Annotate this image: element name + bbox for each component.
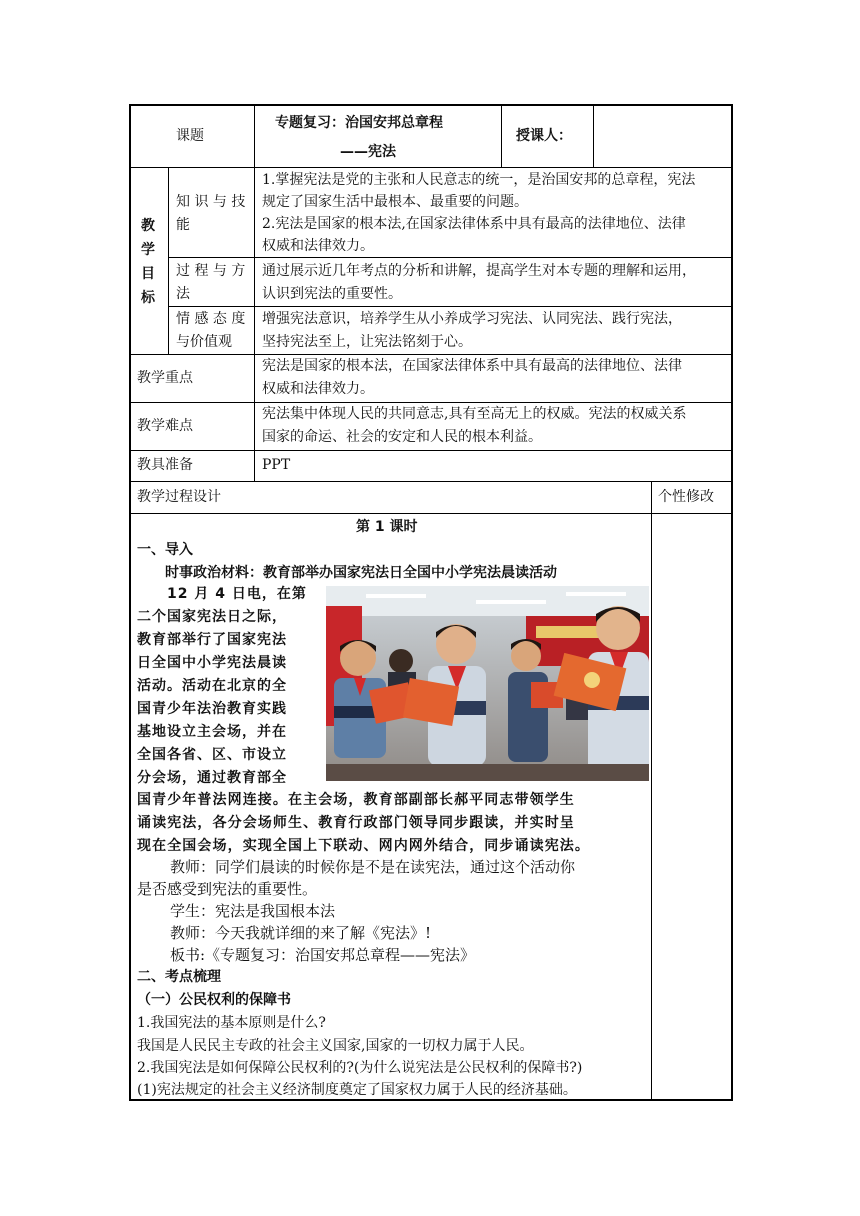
- dialog-line: 教师：同学们晨读的时候你是不是在读宪法，通过这个活动你: [170, 858, 576, 876]
- dialog-line: 教师：今天我就详细的来了解《宪法》!: [170, 924, 432, 942]
- topic-title-line1: 专题复习：治国安邦总章程: [275, 115, 443, 131]
- objective-emotion-label: 情 感 态 度: [176, 311, 246, 327]
- students-reading-photo: [326, 586, 649, 781]
- question-2: 2.我国宪法是如何保障公民权利的?(为什么说宪法是公民权利的保障书?): [137, 1060, 583, 1076]
- objective-emotion-label: 与价值观: [176, 334, 232, 350]
- section-intro-heading: 一、导入: [137, 542, 193, 558]
- tools-value: PPT: [262, 457, 291, 473]
- objective-process-text: 认识到宪法的重要性。: [262, 286, 402, 302]
- modify-label: 个性修改: [658, 489, 714, 505]
- lesson-title: 第 1 课时: [356, 519, 418, 535]
- material-title: 时事政治材料：教育部举办国家宪法日全国中小学宪法晨读活动: [165, 565, 557, 581]
- news-line: 全国各省、区、市设立: [137, 747, 287, 763]
- tools-label: 教具准备: [137, 457, 193, 473]
- process-label: 教学过程设计: [137, 489, 221, 505]
- objective-label-char: 标: [141, 290, 155, 306]
- news-line: 活动。活动在北京的全: [137, 678, 287, 694]
- text-line: 2.宪法是国家的根本法,在国家法律体系中具有最高的法律地位、法律: [262, 216, 686, 232]
- answer-1: 我国是人民民主专政的社会主义国家,国家的一切权力属于人民。: [137, 1038, 534, 1054]
- difficulty-text: 宪法集中体现人民的共同意志,具有至高无上的权威。宪法的权威关系: [262, 406, 687, 422]
- key-point-text: 宪法是国家的根本法，在国家法律体系中具有最高的法律地位、法律: [262, 358, 682, 374]
- teacher-label: 授课人：: [516, 128, 572, 144]
- text-line: 规定了国家生活中最根本、最重要的问题。: [262, 194, 528, 210]
- dialog-line: 是否感受到宪法的重要性。: [137, 880, 318, 898]
- dialog-line: 学生：宪法是我国根本法: [170, 902, 336, 920]
- news-line: 二个国家宪法日之际，: [137, 609, 287, 625]
- news-line: 国青少年普法网连接。在主会场，教育部副部长郝平同志带领学生: [137, 792, 575, 808]
- news-line: 分会场，通过教育部全: [137, 770, 287, 786]
- key-point-text: 权威和法律效力。: [262, 381, 374, 397]
- objective-label-char: 目: [141, 266, 155, 282]
- topic-title-line2: ——宪法: [340, 144, 396, 160]
- question-1: 1.我国宪法的基本原则是什么?: [137, 1015, 326, 1031]
- text-line: 权威和法律效力。: [262, 238, 374, 254]
- section-review-heading: 二、考点梳理: [137, 969, 221, 985]
- objective-knowledge-label: 知 识 与 技: [176, 194, 246, 210]
- news-line: 教育部举行了国家宪法: [137, 632, 287, 648]
- news-line: 日全国中小学宪法晨读: [137, 655, 287, 671]
- text-line: 1.掌握宪法是党的主张和人民意志的统一，是治国安邦的总章程，宪法: [262, 172, 696, 188]
- topic-label: 课题: [176, 128, 204, 144]
- objective-label-char: 教: [141, 218, 155, 234]
- dialog-line: 板书:《专题复习：治国安邦总章程——宪法》: [170, 946, 476, 964]
- objective-process-label: 法: [176, 286, 190, 302]
- answer-2: (1)宪法规定的社会主义经济制度奠定了国家权力属于人民的经济基础。: [137, 1082, 577, 1098]
- objective-knowledge-label: 能: [176, 217, 190, 233]
- news-line: 现在全国会场，实现全国上下联动、网内网外结合，同步诵读宪法。: [137, 838, 590, 854]
- objective-emotion-text: 坚持宪法至上，让宪法铭刻于心。: [262, 334, 472, 350]
- objective-process-text: 通过展示近几年考点的分析和讲解，提高学生对本专题的理解和运用，: [262, 263, 696, 279]
- difficulty-text: 国家的命运、社会的安定和人民的根本利益。: [262, 429, 542, 445]
- difficulty-label: 教学难点: [137, 418, 193, 434]
- news-line: 国青少年法治教育实践: [137, 701, 287, 717]
- objective-label-char: 学: [141, 242, 155, 258]
- objective-emotion-text: 增强宪法意识，培养学生从小养成学习宪法、认同宪法、践行宪法，: [262, 311, 682, 327]
- news-line: 基地设立主会场，并在: [137, 724, 287, 740]
- subsection-heading: （一）公民权利的保障书: [137, 992, 291, 1008]
- news-line: 12 月 4 日电，在第: [167, 586, 307, 602]
- news-line: 诵读宪法，各分会场师生、教育行政部门领导同步跟读，并实时呈: [137, 815, 575, 831]
- key-point-label: 教学重点: [137, 370, 193, 386]
- objective-process-label: 过 程 与 方: [176, 263, 246, 279]
